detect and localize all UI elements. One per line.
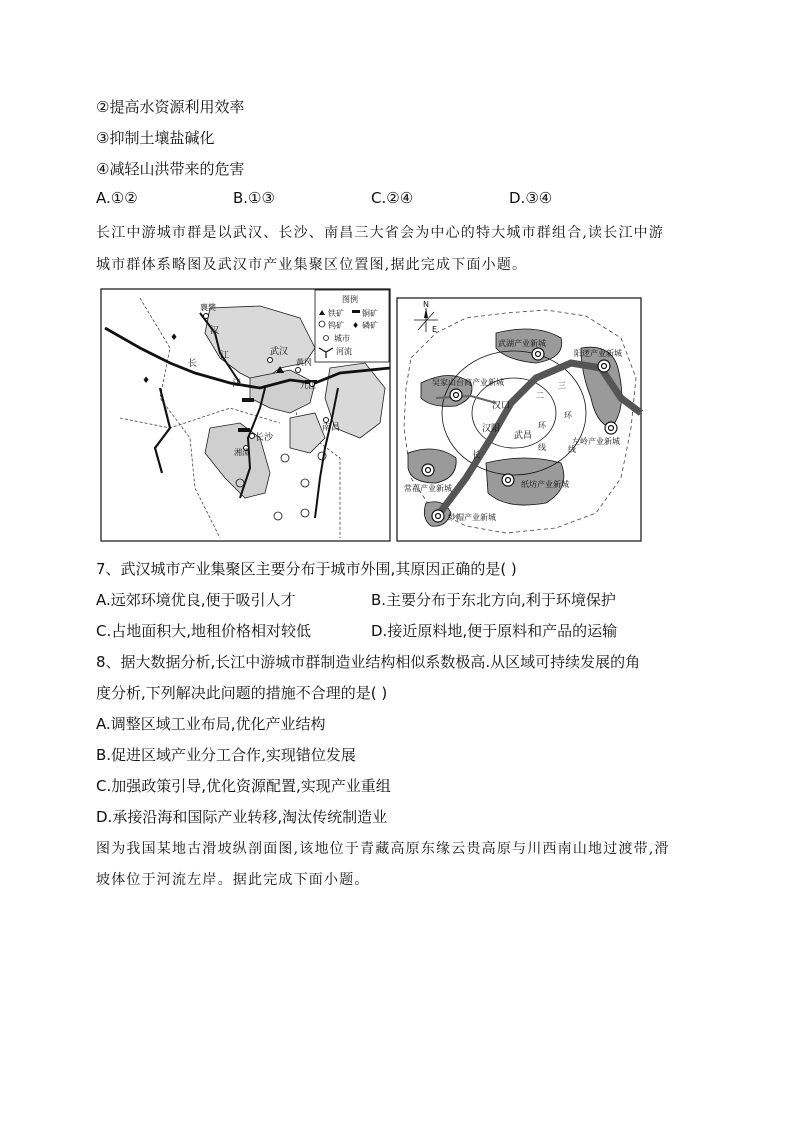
ring-label: 线 xyxy=(568,445,576,454)
new-town-label: 武湖产业新城 xyxy=(498,339,546,348)
q8-option-d[interactable]: D.承接沿海和国际产业转移,淘汰传统制造业 xyxy=(96,808,388,826)
maps-svg xyxy=(100,288,645,544)
right-map xyxy=(397,298,641,541)
new-town-label: 左岭产业新城 xyxy=(572,437,620,446)
district-label: 武昌 xyxy=(514,431,533,441)
new-town-label: 纸坊产业新城 xyxy=(521,480,569,489)
copper-mine-icon xyxy=(242,398,254,402)
q8-option-c[interactable]: C.加强政策引导,优化资源配置,实现产业重组 xyxy=(96,777,391,795)
legend-item: 铜矿 xyxy=(362,309,378,318)
statement-4: ④减轻山洪带来的危害 xyxy=(96,160,245,178)
river-label: 长 xyxy=(188,359,198,369)
city-label: 长沙 xyxy=(255,433,274,443)
city-label: 黄冈 xyxy=(296,358,312,367)
river-label: 江 xyxy=(220,351,230,361)
prev-option-c[interactable]: C.②④ xyxy=(371,189,414,207)
q7-option-d[interactable]: D.接近原料地,便于原料和产品的运输 xyxy=(371,622,618,640)
q8-option-a[interactable]: A.调整区域工业布局,优化产业结构 xyxy=(96,715,326,733)
intro-paragraph-line2: 城市群体系略图及武汉市产业集聚区位置图,据此完成下面小题。 xyxy=(96,257,528,273)
prev-option-d[interactable]: D.③④ xyxy=(509,189,553,207)
statement-2: ②提高水资源利用效率 xyxy=(96,98,245,116)
ring-label: 环 xyxy=(564,411,572,420)
new-town-label: 阳逻产业新城 xyxy=(574,349,622,358)
figure-maps xyxy=(100,288,645,548)
statement-3: ③抑制土壤盐碱化 xyxy=(96,129,215,147)
compass-east: E xyxy=(432,325,438,334)
legend-item: 河流 xyxy=(336,347,352,356)
city-label: 襄樊 xyxy=(200,303,216,312)
river-label: 长 xyxy=(472,451,482,461)
q8-stem-line1: 8、据大数据分析,长江中游城市群制造业结构相似系数极高.从区域可持续发展的角 xyxy=(96,653,641,671)
phosphate-mine-icon: ♦ xyxy=(170,333,179,343)
ring-label: 环 xyxy=(538,421,546,430)
map-legend xyxy=(315,290,389,362)
new-town-label: 吴家山台商产业新城 xyxy=(432,378,504,387)
intro-paragraph-line1: 长江中游城市群是以武汉、长沙、南昌三大省会为中心的特大城市群组合,读长江中游 xyxy=(96,225,665,241)
ring-label: 三 xyxy=(558,381,566,390)
ring-label: 二 xyxy=(536,391,544,400)
q7-option-a[interactable]: A.远郊环境优良,便于吸引人才 xyxy=(96,591,296,609)
intro2-line1: 图为我国某地古滑坡纵剖面图,该地位于青藏高原东缘云贵高原与川西南山地过渡带,滑 xyxy=(96,841,670,857)
left-map xyxy=(101,289,390,541)
q7-stem: 7、武汉城市产业集聚区主要分布于城市外围,其原因正确的是( ) xyxy=(96,560,517,578)
legend-item: 钨矿 xyxy=(328,321,344,330)
city-label: 武汉 xyxy=(270,347,289,357)
city-label: 九江 xyxy=(300,381,316,390)
river-label: 江 xyxy=(232,379,242,389)
legend-item: 城市 xyxy=(334,334,350,343)
city-label: 南昌 xyxy=(322,423,341,433)
legend-item: 磷矿 xyxy=(362,321,378,330)
intro2-line2: 坡体位于河流左岸。据此完成下面小题。 xyxy=(96,872,370,888)
q7-option-c[interactable]: C.占地面积大,地租价格相对较低 xyxy=(96,622,312,640)
q7-option-b[interactable]: B.主要分布于东北方向,利于环境保护 xyxy=(371,591,616,609)
district-label: 汉口 xyxy=(492,401,511,411)
district-label: 汉阳 xyxy=(482,424,501,434)
river-label: 汉 xyxy=(210,326,220,336)
legend-item: 铁矿 xyxy=(328,309,344,318)
copper-mine-icon xyxy=(238,428,250,432)
q8-option-b[interactable]: B.促进区域产业分工合作,实现错位发展 xyxy=(96,746,356,764)
prev-option-a[interactable]: A.①② xyxy=(96,189,138,207)
city-legend-icon xyxy=(324,336,329,341)
new-town-label: 纱帽产业新城 xyxy=(448,513,496,522)
phosphate-legend-icon: ♦ xyxy=(352,321,360,330)
copper-legend-icon xyxy=(352,310,360,313)
new-town-label: 常福产业新城 xyxy=(404,484,452,493)
phosphate-mine-icon: ♦ xyxy=(142,376,151,386)
compass-north: N xyxy=(423,300,429,309)
legend-title: 图例 xyxy=(342,295,358,304)
prev-option-b[interactable]: B.①③ xyxy=(233,189,275,207)
city-label: 湘潭 xyxy=(234,448,250,457)
q8-stem-line2: 度分析,下列解决此问题的措施不合理的是( ) xyxy=(96,684,388,702)
ring-label: 线 xyxy=(538,443,546,452)
